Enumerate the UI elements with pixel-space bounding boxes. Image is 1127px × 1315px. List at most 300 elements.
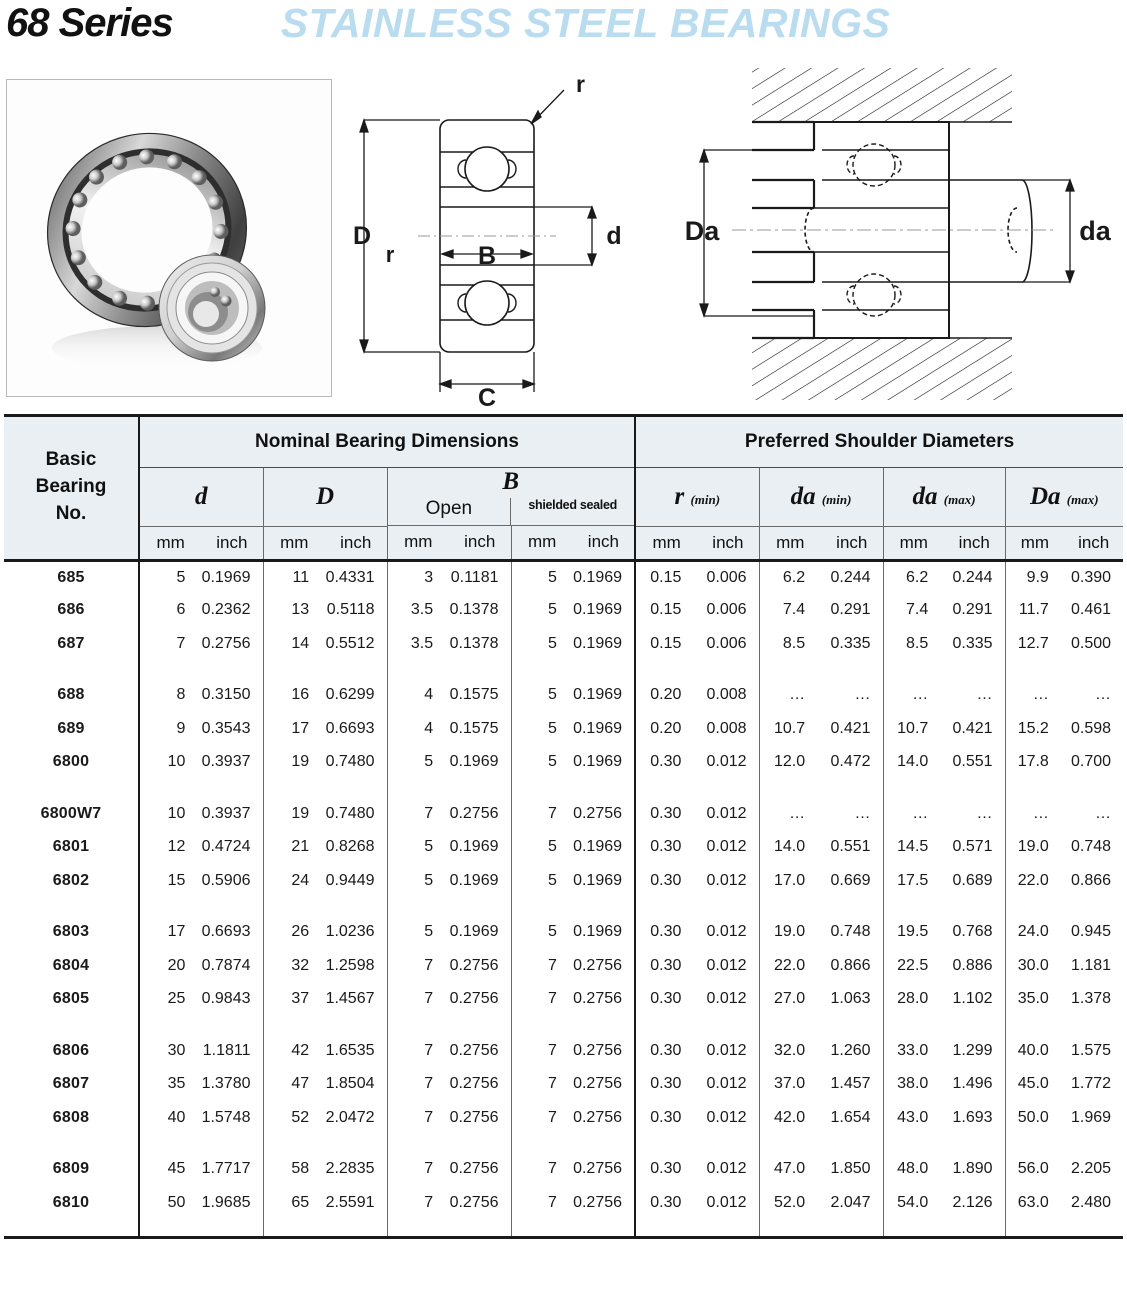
cell-da-min bbox=[759, 712, 883, 746]
cell-Da-max bbox=[1005, 712, 1123, 746]
unit-header-D bbox=[263, 526, 387, 560]
value-mm: 3 bbox=[424, 568, 434, 586]
value-mm: 52 bbox=[291, 1108, 310, 1126]
bearing-number-cell: 6806 bbox=[4, 1034, 139, 1068]
value-mm: 16 bbox=[291, 686, 310, 704]
value-inch: 0.2756 bbox=[573, 1108, 623, 1126]
value-mm: 38.0 bbox=[897, 1075, 929, 1093]
value-mm: 0.30 bbox=[650, 990, 682, 1008]
value-inch: 1.5748 bbox=[201, 1108, 251, 1126]
cell-d bbox=[139, 679, 263, 713]
value-mm: 5 bbox=[548, 753, 557, 771]
value-inch: 2.047 bbox=[830, 1193, 871, 1211]
value-inch: 0.012 bbox=[706, 956, 747, 974]
cell-Da-max bbox=[1005, 864, 1123, 898]
value-mm: 65 bbox=[291, 1193, 310, 1211]
value-mm: 21 bbox=[291, 838, 310, 856]
value-mm: 3.5 bbox=[410, 634, 434, 652]
cell-r-min bbox=[635, 712, 759, 746]
value-mm: 10.7 bbox=[773, 719, 806, 737]
cell-Da-max bbox=[1005, 627, 1123, 661]
cross-section-diagram bbox=[332, 62, 662, 414]
value-mm: 14 bbox=[291, 634, 310, 652]
group-spacer-cell bbox=[635, 1220, 759, 1238]
value-mm: 0.30 bbox=[650, 838, 682, 856]
bearing-number-cell: 6805 bbox=[4, 983, 139, 1017]
group-spacer-cell bbox=[387, 898, 511, 916]
table-row bbox=[4, 594, 1123, 628]
value-inch: 2.205 bbox=[1070, 1160, 1112, 1178]
value-inch: 0.3937 bbox=[201, 753, 251, 771]
group-spacer-cell bbox=[635, 779, 759, 797]
table-row bbox=[4, 864, 1123, 898]
corner-line-3: No. bbox=[55, 503, 87, 525]
value-inch: 0.1378 bbox=[449, 634, 499, 652]
value-mm: … bbox=[789, 804, 806, 822]
cell-B-open bbox=[387, 831, 511, 865]
value-inch: 0.006 bbox=[706, 568, 747, 586]
value-inch: 0.1969 bbox=[573, 753, 623, 771]
value-inch: 0.500 bbox=[1070, 634, 1112, 652]
value-inch: 0.3937 bbox=[201, 804, 251, 822]
cell-B-shielded bbox=[511, 560, 635, 594]
value-inch: 0.9843 bbox=[201, 990, 251, 1008]
value-inch: 0.768 bbox=[952, 923, 993, 941]
cell-r-min bbox=[635, 1153, 759, 1187]
cell-B-open bbox=[387, 560, 511, 594]
cell-D bbox=[263, 1068, 387, 1102]
cell-d bbox=[139, 560, 263, 594]
value-inch: 0.1181 bbox=[450, 568, 499, 586]
value-inch: 0.689 bbox=[952, 871, 993, 889]
value-mm: 24 bbox=[291, 871, 310, 889]
table-row bbox=[4, 831, 1123, 865]
cell-da-max bbox=[883, 560, 1005, 594]
cell-da-max bbox=[883, 594, 1005, 628]
value-mm: … bbox=[1032, 686, 1049, 704]
cell-D bbox=[263, 627, 387, 661]
value-inch: 0.2756 bbox=[573, 1160, 623, 1178]
cell-r-min bbox=[635, 1068, 759, 1102]
value-inch: 0.551 bbox=[952, 753, 993, 771]
group-spacer-cell bbox=[759, 661, 883, 679]
cell-da-max bbox=[883, 949, 1005, 983]
cell-D bbox=[263, 679, 387, 713]
value-inch: 0.6693 bbox=[325, 719, 375, 737]
value-mm: 15 bbox=[167, 871, 186, 889]
group-spacer-cell bbox=[511, 898, 635, 916]
value-inch: 1.9685 bbox=[201, 1193, 251, 1211]
b-subcol-open: Open bbox=[388, 498, 512, 525]
value-mm: 19.0 bbox=[1017, 838, 1049, 856]
group-spacer-cell bbox=[635, 1016, 759, 1034]
value-inch: 0.335 bbox=[952, 634, 993, 652]
value-inch: … bbox=[1095, 686, 1112, 704]
unit-header-da-max bbox=[883, 526, 1005, 560]
value-mm: 13 bbox=[291, 601, 310, 619]
value-inch: 0.2756 bbox=[449, 1108, 499, 1126]
symbol-da-max-sub: (max) bbox=[943, 491, 976, 507]
value-mm: 28.0 bbox=[897, 990, 929, 1008]
unit-header-r bbox=[635, 526, 759, 560]
value-inch: 0.012 bbox=[706, 1193, 747, 1211]
cell-D bbox=[263, 916, 387, 950]
value-mm: 40 bbox=[167, 1108, 186, 1126]
value-inch: 0.2756 bbox=[449, 1041, 499, 1059]
cell-B-shielded bbox=[511, 831, 635, 865]
unit-inch: inch bbox=[340, 532, 372, 552]
value-mm: 5 bbox=[548, 838, 557, 856]
table-row bbox=[4, 1186, 1123, 1220]
value-mm: 22.0 bbox=[1017, 871, 1049, 889]
cell-B-open bbox=[387, 916, 511, 950]
value-mm: 8 bbox=[176, 686, 186, 704]
cell-d bbox=[139, 627, 263, 661]
unit-inch: inch bbox=[1078, 532, 1110, 552]
cell-r-min bbox=[635, 864, 759, 898]
cell-D bbox=[263, 831, 387, 865]
value-inch: 0.5118 bbox=[326, 601, 375, 619]
cell-B-open bbox=[387, 864, 511, 898]
value-mm: 14.0 bbox=[773, 838, 806, 856]
table-row bbox=[4, 1153, 1123, 1187]
cell-da-max bbox=[883, 627, 1005, 661]
value-mm: 7 bbox=[424, 1075, 434, 1093]
symbol-header-da-min bbox=[759, 468, 883, 527]
value-inch: 1.8504 bbox=[325, 1075, 375, 1093]
value-mm: 20 bbox=[167, 956, 186, 974]
value-mm: … bbox=[912, 686, 929, 704]
cell-B-open bbox=[387, 746, 511, 780]
value-mm: 0.20 bbox=[650, 686, 682, 704]
corner-line-1: Basic bbox=[45, 449, 97, 471]
value-inch: 0.390 bbox=[1070, 568, 1112, 586]
symbol-d: d bbox=[195, 482, 208, 510]
cell-Da-max bbox=[1005, 679, 1123, 713]
value-inch: 1.654 bbox=[830, 1108, 871, 1126]
cell-r-min bbox=[635, 831, 759, 865]
cell-D bbox=[263, 746, 387, 780]
value-mm: 19.5 bbox=[897, 923, 929, 941]
unit-mm: mm bbox=[652, 532, 681, 552]
value-mm: 37 bbox=[291, 990, 310, 1008]
value-inch: 0.012 bbox=[706, 923, 747, 941]
value-mm: 10.7 bbox=[897, 719, 929, 737]
label-C: C bbox=[477, 384, 497, 412]
cell-da-max bbox=[883, 916, 1005, 950]
value-mm: 0.30 bbox=[650, 871, 682, 889]
value-mm: 40.0 bbox=[1017, 1041, 1049, 1059]
corner-line-2: Bearing bbox=[35, 476, 107, 498]
value-inch: 0.335 bbox=[830, 634, 871, 652]
group-spacer-cell bbox=[387, 661, 511, 679]
cell-D bbox=[263, 949, 387, 983]
corner-header bbox=[4, 416, 139, 561]
cell-B-shielded bbox=[511, 712, 635, 746]
bearing-number-cell: 6800W7 bbox=[4, 797, 139, 831]
value-mm: 50.0 bbox=[1017, 1108, 1049, 1126]
cell-d bbox=[139, 831, 263, 865]
group-spacer-cell bbox=[1005, 1220, 1123, 1238]
value-inch: 0.1575 bbox=[449, 719, 499, 737]
value-inch: 0.461 bbox=[1070, 601, 1112, 619]
value-mm: 56.0 bbox=[1017, 1160, 1049, 1178]
value-inch: 0.291 bbox=[830, 601, 871, 619]
cell-B-open bbox=[387, 983, 511, 1017]
value-mm: 3.5 bbox=[410, 601, 434, 619]
value-mm: 43.0 bbox=[897, 1108, 929, 1126]
cell-r-min bbox=[635, 679, 759, 713]
value-inch: 0.700 bbox=[1070, 753, 1112, 771]
bearing-photo-illustration bbox=[7, 80, 331, 396]
value-mm: 6.2 bbox=[782, 568, 806, 586]
value-inch: 0.2756 bbox=[573, 990, 623, 1008]
cell-Da-max bbox=[1005, 1034, 1123, 1068]
group-spacer-cell bbox=[635, 898, 759, 916]
value-inch: 0.244 bbox=[952, 568, 993, 586]
value-mm: … bbox=[789, 686, 806, 704]
cell-d bbox=[139, 983, 263, 1017]
unit-inch: inch bbox=[836, 532, 868, 552]
value-mm: 7 bbox=[176, 634, 186, 652]
value-inch: 0.012 bbox=[706, 838, 747, 856]
value-mm: 0.30 bbox=[650, 923, 682, 941]
cell-da-min bbox=[759, 560, 883, 594]
group-spacer-cell bbox=[635, 1135, 759, 1153]
value-inch: 1.457 bbox=[830, 1075, 871, 1093]
cell-B-shielded bbox=[511, 1186, 635, 1220]
page-header bbox=[0, 0, 1127, 62]
value-mm: 11.7 bbox=[1018, 601, 1049, 619]
value-mm: 7 bbox=[548, 1193, 557, 1211]
value-inch: 0.1969 bbox=[449, 923, 499, 941]
group-spacer-cell bbox=[511, 1135, 635, 1153]
value-inch: 1.850 bbox=[830, 1160, 871, 1178]
value-mm: 45 bbox=[167, 1160, 186, 1178]
unit-header-B-open bbox=[387, 526, 511, 560]
value-inch: 0.551 bbox=[830, 838, 871, 856]
symbol-D: D bbox=[315, 482, 335, 510]
group-spacer-cell bbox=[1005, 1016, 1123, 1034]
value-mm: 9 bbox=[176, 719, 186, 737]
value-inch: 1.181 bbox=[1070, 956, 1112, 974]
cell-D bbox=[263, 712, 387, 746]
product-photo bbox=[6, 79, 332, 397]
group-spacer-cell bbox=[883, 1135, 1005, 1153]
value-inch: 0.1969 bbox=[449, 871, 499, 889]
unit-mm: mm bbox=[156, 532, 185, 552]
value-inch: 0.421 bbox=[830, 719, 871, 737]
value-inch: 0.244 bbox=[830, 568, 871, 586]
value-mm: … bbox=[912, 804, 929, 822]
value-inch: 0.472 bbox=[830, 753, 871, 771]
cell-B-shielded bbox=[511, 949, 635, 983]
cell-D bbox=[263, 983, 387, 1017]
cell-B-shielded bbox=[511, 916, 635, 950]
cell-D bbox=[263, 1153, 387, 1187]
cell-da-max bbox=[883, 712, 1005, 746]
cell-Da-max bbox=[1005, 1101, 1123, 1135]
cell-B-shielded bbox=[511, 746, 635, 780]
value-inch: 0.2756 bbox=[449, 1075, 499, 1093]
cell-da-max bbox=[883, 1101, 1005, 1135]
value-mm: 5 bbox=[548, 719, 557, 737]
cell-B-shielded bbox=[511, 594, 635, 628]
cell-B-open bbox=[387, 712, 511, 746]
cell-Da-max bbox=[1005, 1186, 1123, 1220]
symbol-header-D bbox=[263, 468, 387, 527]
cell-d bbox=[139, 1153, 263, 1187]
value-mm: 22.0 bbox=[773, 956, 806, 974]
cell-da-max bbox=[883, 1068, 1005, 1102]
value-mm: 0.30 bbox=[650, 1160, 682, 1178]
value-inch: 0.598 bbox=[1070, 719, 1112, 737]
group-spacer-cell bbox=[387, 1135, 511, 1153]
value-inch: 0.008 bbox=[706, 719, 747, 737]
value-mm: 7 bbox=[424, 1041, 434, 1059]
value-mm: 27.0 bbox=[773, 990, 806, 1008]
value-mm: 7 bbox=[424, 804, 434, 822]
value-mm: 5 bbox=[548, 923, 557, 941]
value-mm: 35 bbox=[167, 1075, 186, 1093]
value-inch: 1.299 bbox=[952, 1041, 993, 1059]
value-mm: 50 bbox=[167, 1193, 186, 1211]
value-mm: 7 bbox=[424, 1193, 434, 1211]
bearing-number-cell: 688 bbox=[4, 679, 139, 713]
cell-r-min bbox=[635, 594, 759, 628]
value-mm: 10 bbox=[167, 753, 186, 771]
value-inch: 0.006 bbox=[706, 601, 747, 619]
value-mm: 7 bbox=[548, 956, 557, 974]
cell-da-min bbox=[759, 949, 883, 983]
cell-r-min bbox=[635, 1034, 759, 1068]
value-inch: 0.421 bbox=[952, 719, 993, 737]
table-row bbox=[4, 560, 1123, 594]
label-r-fillet: r bbox=[576, 71, 585, 97]
unit-inch: inch bbox=[587, 532, 619, 552]
value-inch: 1.260 bbox=[830, 1041, 871, 1059]
value-mm: 45.0 bbox=[1017, 1075, 1049, 1093]
value-mm: 30.0 bbox=[1017, 956, 1049, 974]
cell-da-min bbox=[759, 916, 883, 950]
value-mm: 25 bbox=[167, 990, 186, 1008]
value-mm: 0.15 bbox=[650, 634, 682, 652]
cell-r-min bbox=[635, 949, 759, 983]
value-inch: 0.3150 bbox=[201, 686, 251, 704]
value-mm: 0.30 bbox=[650, 1041, 682, 1059]
symbol-header-da-max bbox=[883, 468, 1005, 527]
group-spacer-cell bbox=[263, 661, 387, 679]
cell-D bbox=[263, 1101, 387, 1135]
group-spacer-cell bbox=[511, 661, 635, 679]
cell-B-shielded bbox=[511, 627, 635, 661]
value-mm: … bbox=[1032, 804, 1049, 822]
table-row bbox=[4, 1101, 1123, 1135]
cell-da-min bbox=[759, 1068, 883, 1102]
cell-B-open bbox=[387, 1153, 511, 1187]
group-spacer-cell bbox=[759, 1135, 883, 1153]
cell-d bbox=[139, 746, 263, 780]
cell-d bbox=[139, 1186, 263, 1220]
value-mm: 15.2 bbox=[1017, 719, 1049, 737]
value-inch: 1.0236 bbox=[325, 923, 375, 941]
group-spacer-cell bbox=[263, 1135, 387, 1153]
symbol-Da-max: Da bbox=[1029, 482, 1061, 510]
unit-mm: mm bbox=[280, 532, 309, 552]
value-mm: 7 bbox=[424, 990, 434, 1008]
bearing-number-cell: 686 bbox=[4, 594, 139, 628]
value-inch: 0.012 bbox=[706, 1075, 747, 1093]
value-inch: 1.2598 bbox=[325, 956, 375, 974]
cell-da-max bbox=[883, 746, 1005, 780]
cell-da-min bbox=[759, 594, 883, 628]
value-mm: 7 bbox=[548, 1041, 557, 1059]
symbol-r: r bbox=[674, 482, 685, 510]
unit-mm: mm bbox=[527, 532, 557, 552]
value-inch: 0.2756 bbox=[449, 1193, 499, 1211]
value-inch: 1.4567 bbox=[325, 990, 375, 1008]
value-inch: 0.945 bbox=[1070, 923, 1112, 941]
unit-mm: mm bbox=[776, 532, 805, 552]
symbol-da-min: da bbox=[790, 482, 816, 510]
table-row bbox=[4, 746, 1123, 780]
value-inch: 0.012 bbox=[706, 871, 747, 889]
value-mm: 32.0 bbox=[773, 1041, 806, 1059]
cell-da-min bbox=[759, 983, 883, 1017]
value-mm: 19 bbox=[291, 753, 310, 771]
value-inch: 0.7480 bbox=[325, 804, 375, 822]
value-mm: 12.7 bbox=[1017, 634, 1049, 652]
cell-da-min bbox=[759, 831, 883, 865]
value-mm: 0.30 bbox=[650, 1075, 682, 1093]
cell-da-min bbox=[759, 679, 883, 713]
value-inch: 0.012 bbox=[706, 753, 747, 771]
cell-D bbox=[263, 864, 387, 898]
group-spacer-cell bbox=[883, 898, 1005, 916]
cell-r-min bbox=[635, 916, 759, 950]
value-mm: 5 bbox=[424, 838, 434, 856]
cell-B-open bbox=[387, 1034, 511, 1068]
table-row bbox=[4, 712, 1123, 746]
value-mm: 7 bbox=[548, 1075, 557, 1093]
group-spacer-cell bbox=[4, 1016, 139, 1034]
value-mm: 17 bbox=[167, 923, 186, 941]
value-inch: 2.0472 bbox=[325, 1108, 375, 1126]
value-inch: 0.1969 bbox=[573, 601, 623, 619]
value-inch: … bbox=[1095, 804, 1112, 822]
value-inch: 0.4331 bbox=[325, 568, 375, 586]
value-inch: 2.2835 bbox=[325, 1160, 375, 1178]
cell-B-shielded bbox=[511, 983, 635, 1017]
value-mm: 24.0 bbox=[1017, 923, 1049, 941]
group-spacer-cell bbox=[387, 1016, 511, 1034]
cell-B-open bbox=[387, 679, 511, 713]
value-inch: 0.1969 bbox=[449, 838, 499, 856]
cell-d bbox=[139, 1068, 263, 1102]
bearing-number-cell: 6803 bbox=[4, 916, 139, 950]
value-inch: 0.866 bbox=[830, 956, 871, 974]
value-mm: 6 bbox=[176, 601, 186, 619]
value-mm: 7 bbox=[424, 1160, 434, 1178]
cell-d bbox=[139, 712, 263, 746]
value-inch: 0.2756 bbox=[449, 990, 499, 1008]
value-mm: 7 bbox=[548, 1160, 557, 1178]
value-mm: 9.9 bbox=[1026, 568, 1049, 586]
value-inch: 1.969 bbox=[1070, 1108, 1112, 1126]
group-spacer-cell bbox=[4, 1220, 139, 1238]
cell-da-max bbox=[883, 679, 1005, 713]
value-mm: 5 bbox=[548, 601, 557, 619]
